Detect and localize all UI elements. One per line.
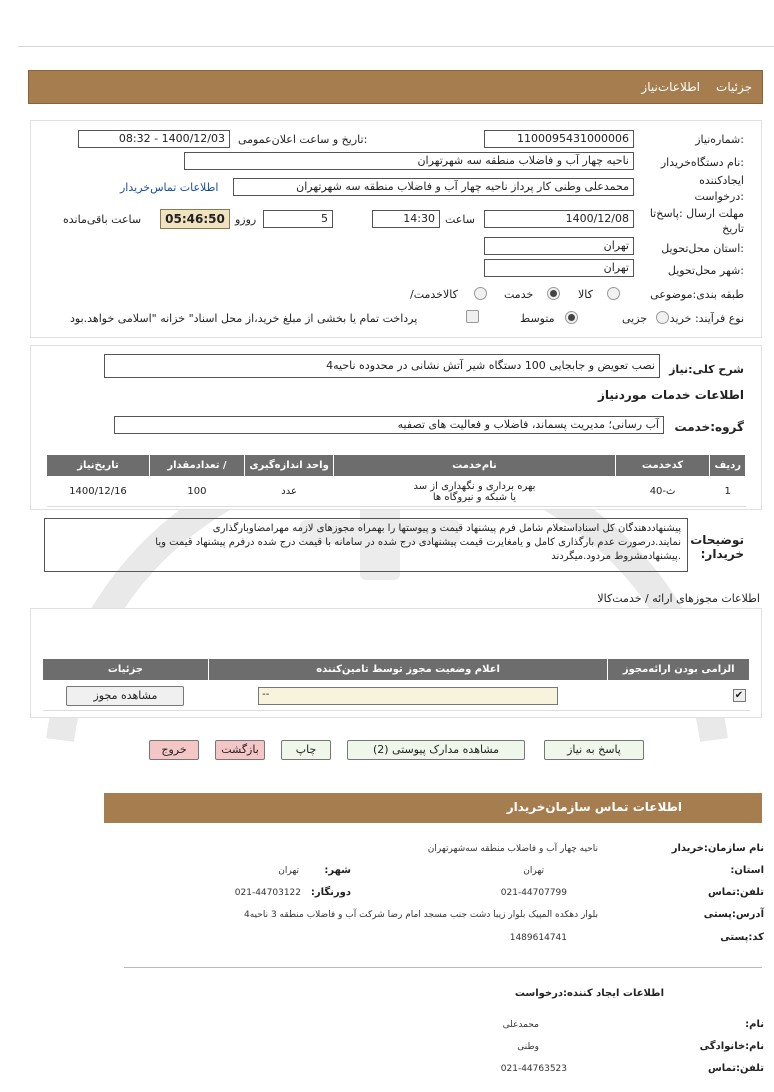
category-goods-service-radio[interactable] [474, 287, 487, 300]
creator-family-label: نام:خانوادگی [699, 1041, 764, 1052]
top-divider [18, 46, 774, 47]
contact-address-value: بلوار دهکده المپیک بلوار زیبا دشت جنب مسجد امام رضا شرکت آب و فاضلاب منطقه 3 ناحیه4 [244, 910, 598, 920]
deadline-time-field: 14:30 [372, 210, 440, 228]
process-partial-radio[interactable] [656, 311, 669, 324]
category-service-radio[interactable] [547, 287, 560, 300]
remaining-label: ساعت باقی‌مانده [63, 213, 142, 226]
col-permit-status: اعلام وضعیت مجوز توسط تامین‌کننده [208, 659, 608, 681]
notes-line3: .پیشنهادمشروط مردود.میگردند [551, 551, 681, 562]
contact-city-label: :شهر [324, 865, 351, 876]
creator-family-value: وطنی [517, 1042, 539, 1052]
summary-field: نصب تعویض و جابجایی 100 دستگاه شیر آتش نشانی در محدوده ناحیه4 [104, 354, 660, 378]
contact-header [104, 793, 762, 823]
need-number-label: شماره‌نیاز: [695, 133, 744, 146]
row-name-line1: بهره برداری و نگهداری از سد [413, 480, 536, 492]
notes-label-1: توضیحات [690, 533, 744, 547]
notes-line1: پیشنهاددهندگان کل اسناداستعلام شامل فرم پیشنهاد قیمت و پیوستها را بهمراه مجوزهای لازمه مهرامضاوبارگذاری [212, 523, 681, 534]
col-qty: / تعدادمقدار [149, 455, 244, 477]
notes-line2: نمایند.درصورت عدم بارگذاری کامل و یامغایرت قیمت پیشنهادی درج شده در سامانه با قیمت درج شده درفرم پیشنهاد قیمت ویا [155, 537, 681, 548]
process-partial-label: جزیی [622, 312, 648, 325]
remaining-time: 05:46:50 [160, 209, 230, 229]
creator-phone-value: 021-44763523 [500, 1064, 567, 1074]
category-goods-service-label: /کالاخدمت [410, 288, 458, 301]
print-button[interactable]: چاپ [281, 740, 331, 760]
contact-province-label: :استان [730, 865, 764, 876]
back-button[interactable]: بازگشت [215, 740, 265, 760]
contact-phone-label: تلفن:تماس [707, 887, 764, 898]
col-index: ردیف [710, 455, 746, 477]
category-goods-radio[interactable] [607, 287, 620, 300]
row-name [334, 477, 616, 507]
contact-postal-value: 1489614741 [509, 933, 567, 943]
table-row [47, 477, 746, 507]
announce-field: 1400/12/03 - 08:32 [78, 130, 230, 148]
category-service-label: خدمت [504, 288, 534, 301]
tab-details[interactable]: جزئیات [716, 80, 752, 94]
row-qty: 100 [149, 477, 244, 507]
col-code: کدخدمت [615, 455, 710, 477]
need-number-field: 1100095431000006 [484, 130, 634, 148]
creator-section-title: اطلاعات ایجاد کننده:درخواست [514, 988, 664, 999]
time-label: ساعت [445, 213, 475, 226]
creator-phone-label: تلفن:تماس [707, 1063, 764, 1074]
row-name-line2: یا شبکه و نیروگاه ها [432, 491, 517, 503]
province-field: تهران [484, 237, 634, 255]
category-label: طبقه بندی:موضوعی [650, 288, 744, 301]
payment-text: پرداخت تمام یا بخشی از مبلغ خرید،از محل اسناد" خزانه "اسلامی خواهد.بود [70, 312, 418, 325]
city-field: تهران [484, 259, 634, 277]
process-label: نوع فرآیند: خرید [669, 312, 744, 325]
creator-name-label: :نام [745, 1019, 764, 1030]
creator-label-1: ایجادکننده [699, 174, 744, 187]
col-permit-required: الزامی بودن ارائه‌مجوز [608, 659, 750, 681]
row-index: 1 [710, 477, 746, 507]
notes-label-2: :خریدار [700, 547, 744, 561]
row-date: 1400/12/16 [47, 477, 150, 507]
tab-need-info[interactable]: اطلاعات‌نیاز [641, 80, 700, 94]
contact-fax-label: :دورنگار [310, 887, 351, 898]
col-permit-details: جزئیات [43, 659, 209, 681]
view-permit-button[interactable]: مشاهده مجوز [66, 686, 184, 706]
contact-org-label: نام سازمان:خریدار [671, 843, 764, 854]
creator-label-2: درخواست: [694, 190, 744, 203]
row-code: ث-40 [615, 477, 710, 507]
row-unit: عدد [244, 477, 333, 507]
reply-button[interactable]: پاسخ به نیاز [544, 740, 644, 760]
contact-header-title: اطلاعات تماس سازمان‌خریدار [506, 800, 682, 814]
permit-required-checkbox[interactable]: ✔ [733, 689, 746, 702]
deadline-label-1: مهلت ارسال :پاسخ‌تا [649, 207, 744, 220]
services-table [46, 454, 746, 507]
buyer-org-field: ناحیه چهار آب و فاضلاب منطقه سه شهرتهران [184, 152, 634, 170]
city-label: شهر محل‌تحویل: [667, 264, 744, 277]
summary-label: شرح کلی:نیاز [669, 363, 744, 376]
service-group-field: آب رسانی؛ مدیریت پسماند، فاضلاب و فعالیت های تصفیه [114, 416, 664, 434]
contact-phone-value: 021-44707799 [500, 888, 567, 898]
permits-table [42, 658, 750, 711]
service-group-label: گروه:خدمت [674, 420, 744, 434]
announce-label: تاریخ و ساعت اعلان‌عمومی: [238, 133, 368, 146]
contact-org-value: ناحیه چهار آب و فاضلاب منطقه سه‌شهرتهران [427, 844, 598, 854]
contact-city-value: تهران [278, 866, 299, 876]
deadline-date-field: 1400/12/08 [484, 210, 634, 228]
buyer-org-label: نام دستگاه‌خریدار: [660, 156, 744, 169]
province-label: استان محل‌تحویل: [661, 242, 744, 255]
col-name: نام‌خدمت [334, 455, 616, 477]
process-medium-radio[interactable] [565, 311, 578, 324]
col-unit: واحد اندازه‌گیری [244, 455, 333, 477]
contact-postal-label: کد:پستی [720, 932, 764, 943]
attachments-button[interactable]: مشاهده مدارک پیوستی (2) [347, 740, 525, 760]
days-field: 5 [263, 210, 333, 228]
permits-title: اطلاعات مجوزهای ارائه / خدمت‌کالا [597, 592, 760, 605]
exit-button[interactable]: خروج [149, 740, 199, 760]
creator-name-value: محمدعلی [502, 1020, 539, 1030]
contact-divider [124, 967, 762, 968]
deadline-label-2: تاریخ [722, 222, 744, 235]
contact-address-label: آدرس:پستی [703, 909, 764, 920]
services-section-title: اطلاعات خدمات موردنیاز [597, 388, 744, 402]
payment-checkbox[interactable] [466, 310, 479, 323]
buyer-contact-link[interactable]: اطلاعات تماس‌خریدار [120, 181, 219, 194]
buyer-notes-box [44, 518, 688, 572]
category-goods-label: کالا [578, 288, 593, 301]
creator-field: محمدعلی وطنی کار پرداز ناحیه چهار آب و فاضلاب منطقه سه شهرتهران [233, 178, 634, 196]
days-label: روزو [235, 213, 257, 226]
contact-fax-value: 021-44703122 [234, 888, 301, 898]
table-row [43, 681, 750, 711]
col-date: تاریخ‌نیاز [47, 455, 150, 477]
contact-province-value: تهران [523, 866, 544, 876]
permit-status-field[interactable]: -- [258, 687, 558, 705]
tab-bar [28, 70, 763, 104]
process-medium-label: متوسط [520, 312, 555, 325]
